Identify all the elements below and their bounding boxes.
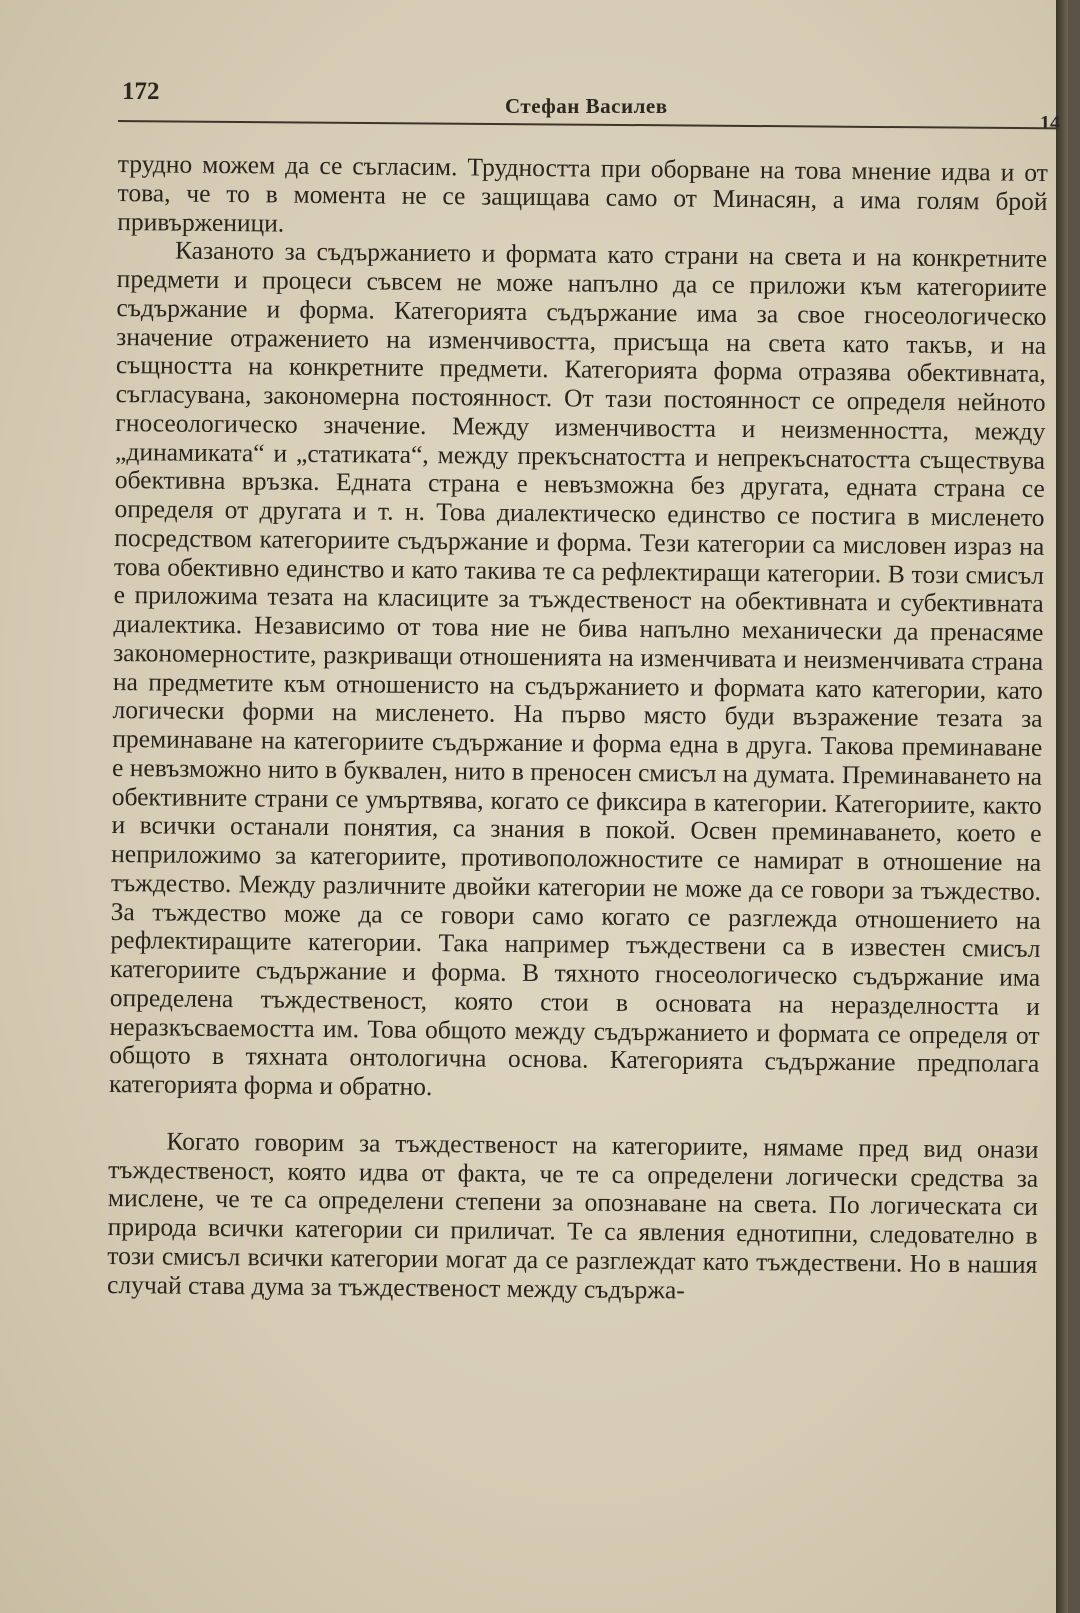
running-title: Стефан Василев xyxy=(505,94,668,118)
header-rule xyxy=(118,120,1058,129)
page-edge-shadow xyxy=(1056,0,1068,1613)
body-text xyxy=(107,150,1048,1308)
paragraph: Когато говорим за тъждественост на категориите, нямаме пред вид онази тъждественост, която идва от факта, че те са определени логически средства за мислене, че те са определени степени за опознаване на света. По логическата си природа всички категории си приличат. Те са явления еднотипни, следователно в този смисъл всички категории могат да се разглеждат като тъждествени. Но в нашия случай става дума за тъждественост между съдържа- xyxy=(106,1126,1039,1304)
page-number: 172 xyxy=(122,78,160,105)
corner-mark: 14 xyxy=(1040,112,1060,134)
paragraph: Казаното за съдържанието и формата като страни на света и на конкретните предмети и процеси съвсем не може напълно да се приложи към категориите съдържание и форма. Категорията съдържание има за свое гносеологическо значение отражението на изменчивостта, присъща на света като такъв, и на същността на конкретните предмети. Категорията форма отразява обективната, съгласувана, закономерна постоянност. От тази постоянност се определя нейното гносеологическо значение. Между изменчивостта и неизменността, между „динамиката“ и „статиката“, между прекъснатостта и непрекъснатостта съществува обективна връзка. Едната страна е невъзможна без другата, едната страна се определя от другата и т. н. Това диалектическо единство се постига в мисленето посредством категориите съдържание и форма. Тези категории са мисловен израз на това обективно единство и като такива те са рефлектиращи категории. В този смисъл е приложима тезата на класиците за тъждественост на обективната и субективната диалектика. Независимо от това ние не бива напълно механически да пренасяме закономерностите, разкриващи отношенията на изменчивата и неизменчивата страна на предметите към отношенисто на съдържанието и формата като категории, като логически форми на мисленето. На първо място буди възражение тезата за преминаване на категориите съдържание и форма една в друга. Такова преминаване е невъзможно нито в буквален, нито в преносен смисъл на думата. Преминаването на обективните страни се умъртвява, когато се фиксира в категории. Категориите, както и всички останали понятия, са знания в покой. Освен преминаването, което е неприложимо за категориите, противоположностите се намират в отношение на тъждество. Между различните двойки категории не може да се говори за тъждество. За тъждество може да се говори само когато се разглежда отношението на рефлектиращите категории. Така например тъждествени са в известен смисъл категориите съдържание и форма. В тяхното гносеологическо съдържание има определена тъждественост, която стои в основата на неразделността и неразкъсваемостта им. Това общото между съдържанието и формата се определя от общото в тяхната онтологична основа. Категорията съдържание предполага категорията форма и обратно. xyxy=(108,235,1048,1102)
paragraph-continued: трудно можем да се съгласим. Трудността при оборване на това мнение идва и от това, че то в момента не се защищава само от Минасян, а има голям брой привърженици. xyxy=(117,149,1048,238)
